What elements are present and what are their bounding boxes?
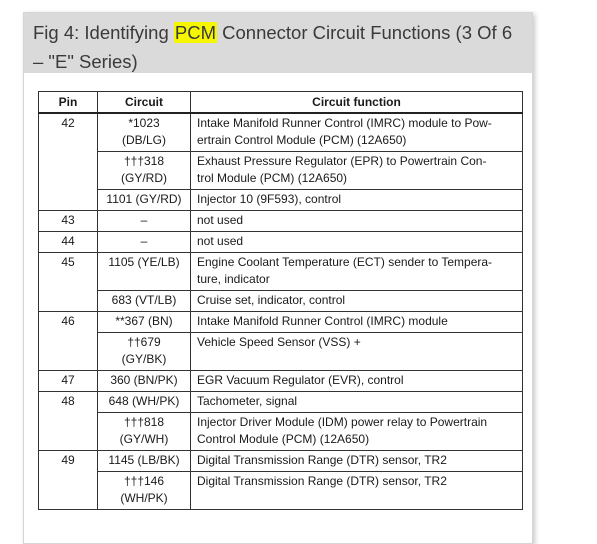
table-row — [39, 333, 523, 371]
table-header-row — [39, 92, 523, 114]
circuit-cell: ††679 (GY/BK) — [98, 333, 191, 371]
table-row — [39, 211, 523, 232]
table-row — [39, 190, 523, 211]
function-cell: Intake Manifold Runner Control (IMRC) module to Pow- ertrain Control Module (PCM) (12A650) — [191, 113, 523, 152]
figure-image — [24, 73, 532, 543]
circuit-cell: †††318 (GY/RD) — [98, 152, 191, 190]
table-row — [39, 312, 523, 333]
pin-cell: 48 — [39, 392, 98, 451]
table-row — [39, 253, 523, 291]
function-cell: Digital Transmission Range (DTR) sensor, TR2 — [191, 451, 523, 472]
circuit-cell: *1023 (DB/LG) — [98, 113, 191, 152]
function-cell: Cruise set, indicator, control — [191, 291, 523, 312]
table-row — [39, 371, 523, 392]
table-body — [39, 113, 523, 510]
circuit-cell: 1101 (GY/RD) — [98, 190, 191, 211]
header-pin: Pin — [39, 92, 98, 114]
function-cell: Injector Driver Module (IDM) power relay to Powertrain Control Module (PCM) (12A650) — [191, 413, 523, 451]
header-circuit: Circuit — [98, 92, 191, 114]
function-cell: Intake Manifold Runner Control (IMRC) module — [191, 312, 523, 333]
pin-cell: 43 — [39, 211, 98, 232]
pin-cell: 49 — [39, 451, 98, 510]
table-row — [39, 291, 523, 312]
function-cell: EGR Vacuum Regulator (EVR), control — [191, 371, 523, 392]
table-row — [39, 451, 523, 472]
table-row — [39, 413, 523, 451]
function-cell: Engine Coolant Temperature (ECT) sender to Tempera- ture, indicator — [191, 253, 523, 291]
pin-cell: 47 — [39, 371, 98, 392]
caption-suffix: Connector Circuit Functions (3 Of 6 – "E" Series) — [33, 22, 513, 72]
function-cell: not used — [191, 232, 523, 253]
caption-highlight: PCM — [174, 22, 217, 43]
caption-prefix: Fig 4: Identifying — [33, 22, 174, 43]
circuit-cell: 1105 (YE/LB) — [98, 253, 191, 291]
function-cell: Exhaust Pressure Regulator (EPR) to Powertrain Con- trol Module (PCM) (12A650) — [191, 152, 523, 190]
pin-cell: 45 — [39, 253, 98, 312]
table-row — [39, 392, 523, 413]
circuit-cell: – — [98, 211, 191, 232]
table-row — [39, 113, 523, 152]
function-cell: Injector 10 (9F593), control — [191, 190, 523, 211]
table-row — [39, 472, 523, 510]
figure-caption — [24, 13, 532, 73]
circuit-cell: – — [98, 232, 191, 253]
table-row — [39, 232, 523, 253]
circuit-cell: 683 (VT/LB) — [98, 291, 191, 312]
circuit-cell: †††146 (WH/PK) — [98, 472, 191, 510]
header-function: Circuit function — [191, 92, 523, 114]
pin-cell: 44 — [39, 232, 98, 253]
function-cell: not used — [191, 211, 523, 232]
table-row — [39, 152, 523, 190]
circuit-cell: 648 (WH/PK) — [98, 392, 191, 413]
circuit-cell: **367 (BN) — [98, 312, 191, 333]
pin-cell: 46 — [39, 312, 98, 371]
function-cell: Vehicle Speed Sensor (VSS) + — [191, 333, 523, 371]
circuit-cell: 1145 (LB/BK) — [98, 451, 191, 472]
pcm-connector-table — [38, 91, 523, 510]
circuit-cell: †††818 (GY/WH) — [98, 413, 191, 451]
circuit-cell: 360 (BN/PK) — [98, 371, 191, 392]
function-cell: Digital Transmission Range (DTR) sensor, TR2 — [191, 472, 523, 510]
figure-card — [23, 12, 533, 544]
pin-cell: 42 — [39, 113, 98, 211]
function-cell: Tachometer, signal — [191, 392, 523, 413]
